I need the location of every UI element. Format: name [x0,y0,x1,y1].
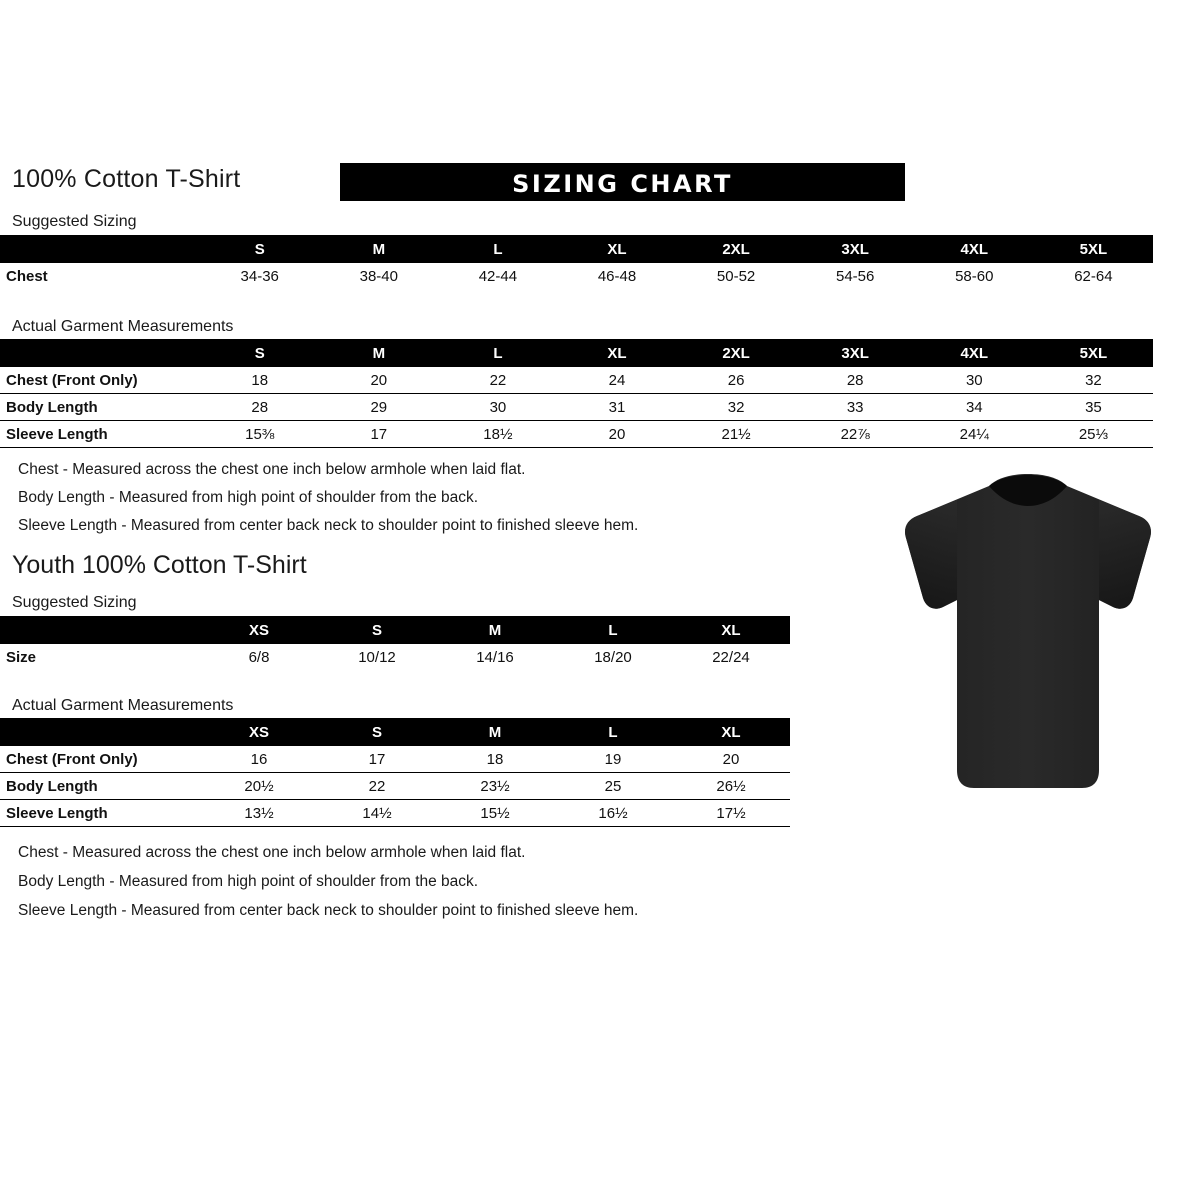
col-header [0,616,200,644]
col-header: 2XL [677,339,796,367]
cell-value: 18 [200,367,319,394]
cell-value: 17 [319,421,438,448]
col-header: XL [557,235,676,263]
col-header [0,718,200,746]
cell-value: 17½ [672,800,790,827]
adult-section-heading: 100% Cotton T-Shirt [12,165,241,193]
row-label: Body Length [0,394,200,421]
table-header-row [0,235,1153,263]
cell-value: 25⅓ [1034,421,1153,448]
cell-value: 54-56 [836,267,875,285]
cell-value: 34 [915,394,1034,421]
cell-value: 19 [554,746,672,773]
cell-value: 28 [200,394,319,421]
col-header: XS [200,616,318,644]
row-label: Sleeve Length [0,800,200,827]
cell-value: 20 [319,367,438,394]
col-header: XL [672,718,790,746]
cell-value: 18½ [438,421,557,448]
cell-value: 14½ [318,800,436,827]
cell-value: 26½ [672,773,790,800]
adult-note-sleeve-length: Sleeve Length - Measured from center back neck to shoulder point to finished sleeve hem. [18,517,639,534]
col-header: S [318,718,436,746]
col-header: 4XL [915,339,1034,367]
cell-value: 46-48 [597,267,637,285]
table-header-row [0,718,790,746]
row-label: Chest (Front Only) [0,746,200,773]
sizing-chart-banner-label: SIZING CHART [512,170,733,198]
table-row [0,263,1153,289]
col-header: XS [200,718,318,746]
adult-suggested-sizing-table [0,235,1153,289]
cell-value: 24¼ [915,421,1034,448]
col-header [0,339,200,367]
row-label: Sleeve Length [0,421,200,448]
cell-value: 23½ [436,773,554,800]
col-header: 3XL [796,339,915,367]
cell-value: 33 [796,394,915,421]
col-header: M [436,616,554,644]
col-header: 2XL [677,235,796,263]
adult-suggested-sizing-label: Suggested Sizing [12,213,137,230]
youth-note-sleeve-length: Sleeve Length - Measured from center back neck to shoulder point to finished sleeve hem. [18,902,639,919]
col-header: 4XL [915,235,1034,263]
youth-suggested-sizing-table [0,616,790,670]
cell-value: 20 [672,746,790,773]
cell-value: 21½ [677,421,796,448]
cell-value: 30 [915,367,1034,394]
col-header: L [554,718,672,746]
adult-note-body-length: Body Length - Measured from high point of shoulder from the back. [18,489,479,506]
col-header: S [200,235,319,263]
adult-actual-measurements-table [0,339,1153,448]
cell-value: 18/20 [594,648,632,666]
table-row [0,394,1153,421]
cell-value: 24 [557,367,676,394]
cell-value: 38-40 [359,267,398,285]
col-header: S [200,339,319,367]
cell-value: 10/12 [358,648,396,666]
cell-value: 18 [436,746,554,773]
cell-value: 29 [319,394,438,421]
col-header: M [319,339,438,367]
cell-value: 13½ [200,800,318,827]
sizing-chart-banner [340,163,905,201]
cell-value: 25 [554,773,672,800]
tshirt-product-image [893,470,1163,810]
cell-value: 22⅞ [796,421,915,448]
cell-value: 32 [677,394,796,421]
cell-value: 15½ [436,800,554,827]
row-label: Chest [6,267,48,285]
cell-value: 42-44 [478,267,518,285]
col-header: M [319,235,438,263]
cell-value: 26 [677,367,796,394]
cell-value: 35 [1034,394,1153,421]
col-header [0,235,200,263]
cell-value: 14/16 [476,648,514,666]
table-row [0,421,1153,448]
col-header: L [438,339,557,367]
youth-note-chest: Chest - Measured across the chest one inch below armhole when laid flat. [18,844,526,861]
youth-suggested-sizing-label: Suggested Sizing [12,594,137,611]
cell-value: 30 [438,394,557,421]
cell-value: 22/24 [712,648,750,666]
col-header: XL [672,616,790,644]
col-header: 3XL [796,235,915,263]
cell-value: 20½ [200,773,318,800]
col-header: L [438,235,557,263]
col-header: XL [557,339,676,367]
row-label: Chest (Front Only) [0,367,200,394]
col-header: S [318,616,436,644]
col-header: M [436,718,554,746]
cell-value: 62-64 [1074,267,1113,285]
row-label: Size [6,648,37,666]
cell-value: 17 [318,746,436,773]
cell-value: 16½ [554,800,672,827]
col-header: L [554,616,672,644]
cell-value: 32 [1034,367,1153,394]
youth-section-heading: Youth 100% Cotton T-Shirt [12,551,307,579]
adult-note-chest: Chest - Measured across the chest one inch below armhole when laid flat. [18,461,526,478]
youth-actual-measurements-table [0,718,790,827]
cell-value: 22 [318,773,436,800]
table-header-row [0,339,1153,367]
youth-actual-measurements-label: Actual Garment Measurements [12,697,234,714]
youth-note-body-length: Body Length - Measured from high point of shoulder from the back. [18,873,479,890]
cell-value: 58-60 [955,267,994,285]
adult-actual-measurements-label: Actual Garment Measurements [12,318,234,335]
table-row [0,773,790,800]
table-header-row [0,616,790,644]
row-label: Body Length [0,773,200,800]
cell-value: 22 [438,367,557,394]
cell-value: 20 [557,421,676,448]
cell-value: 50-52 [716,267,756,285]
table-row [0,746,790,773]
col-header: 5XL [1034,339,1153,367]
cell-value: 16 [200,746,318,773]
col-header: 5XL [1034,235,1153,263]
cell-value: 6/8 [248,648,270,666]
table-row [0,800,790,827]
cell-value: 34-36 [240,267,279,285]
cell-value: 31 [557,394,676,421]
table-row [0,644,790,670]
cell-value: 28 [796,367,915,394]
cell-value: 15⅜ [200,421,319,448]
table-row [0,367,1153,394]
